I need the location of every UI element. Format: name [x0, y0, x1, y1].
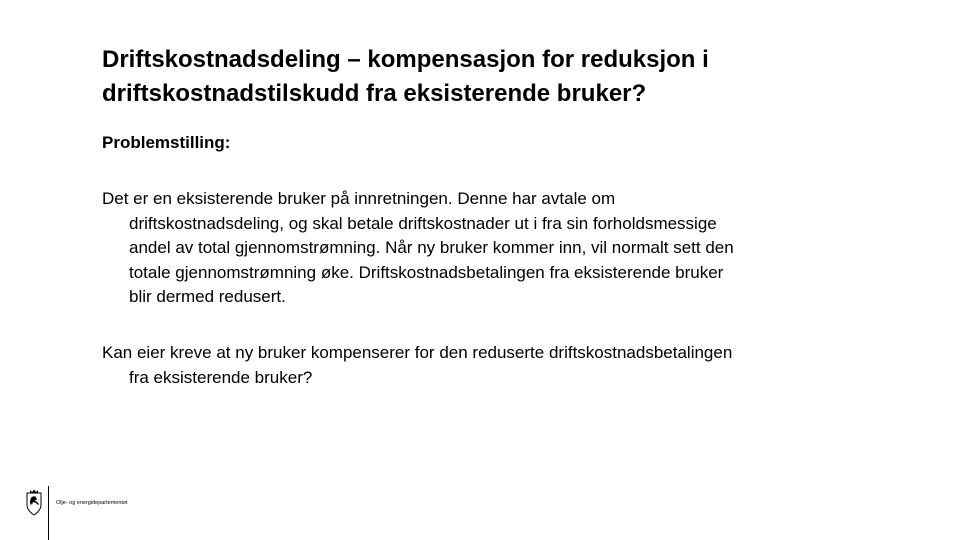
paragraph-line: fra eksisterende bruker? [129, 367, 313, 387]
footer-divider [48, 486, 49, 540]
paragraph-line: totale gjennomstrømning øke. Driftskostnadsbetalingen fra eksisterende bruker [129, 262, 724, 282]
title-line-1: Driftskostnadsdeling – kompensasjon for reduksjon i [102, 46, 709, 73]
paragraph-line: Det er en eksisterende bruker på innretningen. Denne har avtale om [102, 189, 616, 208]
title-line-2: driftskostnadstilskudd fra eksisterende bruker? [102, 80, 647, 107]
slide-title [102, 43, 902, 111]
subheading: Problemstilling: [102, 133, 231, 152]
paragraph-question [102, 341, 862, 390]
paragraph-line: andel av total gjennomstrømning. Når ny bruker kommer inn, vil normalt sett den [129, 238, 734, 257]
paragraph-line: driftskostnadsdeling, og skal betale driftskostnader ut i fra sin forholdsmessige [129, 213, 717, 233]
coat-of-arms-icon [24, 488, 44, 518]
paragraph-line: Kan eier kreve at ny bruker kompenserer for den reduserte driftskostnadsbetalingen [102, 343, 733, 362]
department-name: Olje- og energidepartementet [56, 500, 128, 506]
paragraph-problem [102, 187, 852, 310]
paragraph-line: blir dermed redusert. [129, 287, 286, 306]
